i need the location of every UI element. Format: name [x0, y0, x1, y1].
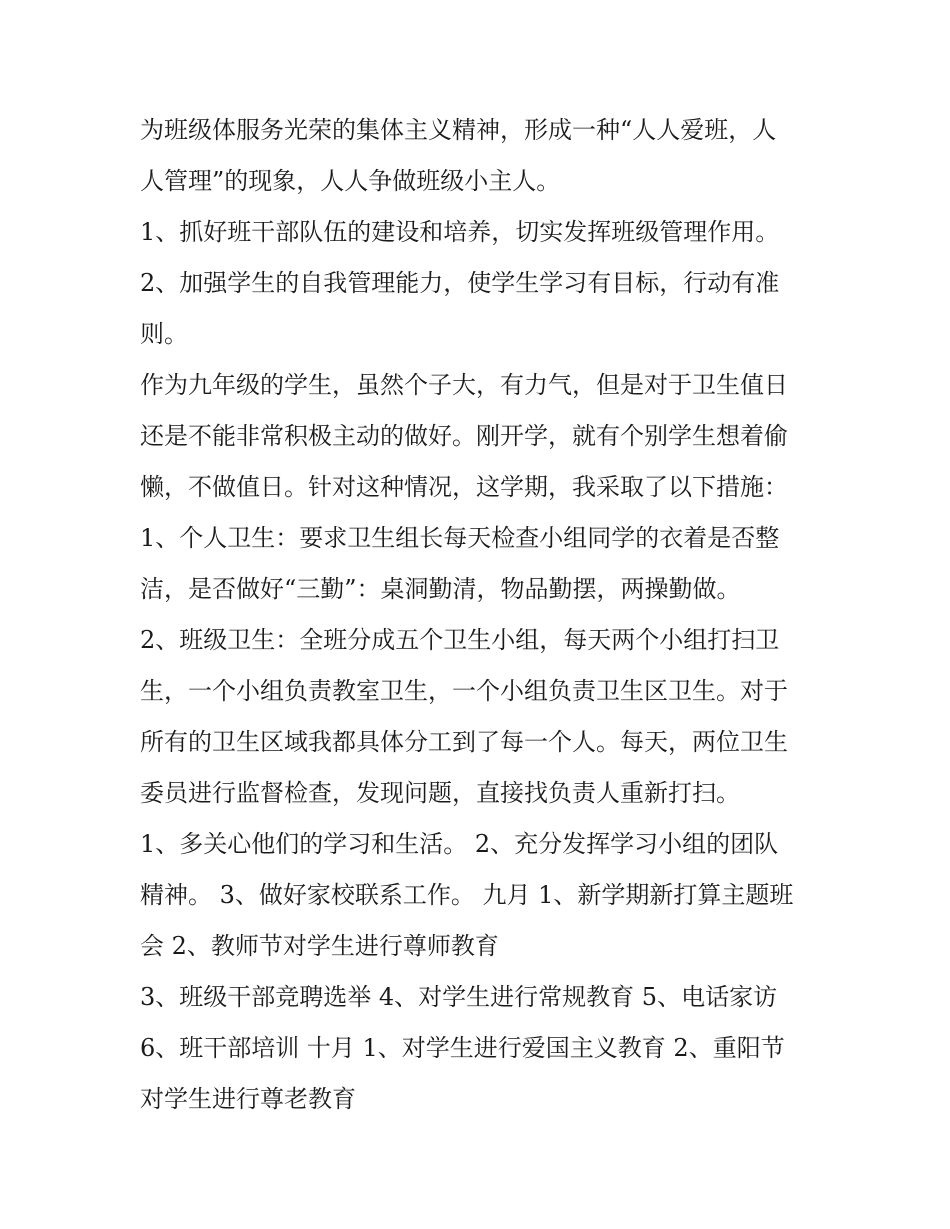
text-line: 2、班级卫生：全班分成五个卫生小组，每天两个小组打扫卫 [140, 626, 780, 654]
text-line: 6、班干部培训 十月 1、对学生进行爱国主义教育 2、重阳节 [140, 1034, 785, 1062]
text-line: 1、个人卫生：要求卫生组长每天检查小组同学的衣着是否整 [140, 524, 780, 552]
text-line: 2、加强学生的自我管理能力，使学生学习有目标，行动有准 [140, 269, 780, 297]
text-line: 人管理”的现象，人人争做班级小主人。 [140, 167, 561, 195]
text-line: 3、班级干部竞聘选举 4、对学生进行常规教育 5、电话家访 [140, 983, 778, 1011]
text-line: 为班级体服务光荣的集体主义精神，形成一种“人人爱班，人 [140, 116, 777, 144]
text-line: 生，一个小组负责教室卫生，一个小组负责卫生区卫生。对于 [140, 677, 788, 705]
text-line: 懒，不做值日。针对这种情况，这学期，我采取了以下措施： [140, 473, 788, 501]
text-line: 洁，是否做好“三勤”：桌洞勤清，物品勤摆，两操勤做。 [140, 575, 741, 603]
text-line: 1、抓好班干部队伍的建设和培养，切实发挥班级管理作用。 [140, 218, 780, 246]
text-line: 1、多关心他们的学习和生活。 2、充分发挥学习小组的团队 [140, 830, 779, 858]
text-line: 所有的卫生区域我都具体分工到了每一个人。每天，两位卫生 [140, 728, 788, 756]
text-line: 则。 [140, 320, 188, 348]
text-line: 作为九年级的学生，虽然个子大，有力气，但是对于卫生值日 [140, 371, 788, 399]
text-line: 委员进行监督检查，发现问题，直接找负责人重新打扫。 [140, 779, 740, 807]
text-line: 会 2、教师节对学生进行尊师教育 [140, 932, 499, 960]
text-line: 对学生进行尊老教育 [140, 1085, 356, 1113]
text-line: 精神。 3、做好家校联系工作。 九月 1、新学期新打算主题班 [140, 881, 794, 909]
body-text [140, 105, 820, 1125]
text-line: 还是不能非常积极主动的做好。刚开学，就有个别学生想着偷 [140, 422, 788, 450]
